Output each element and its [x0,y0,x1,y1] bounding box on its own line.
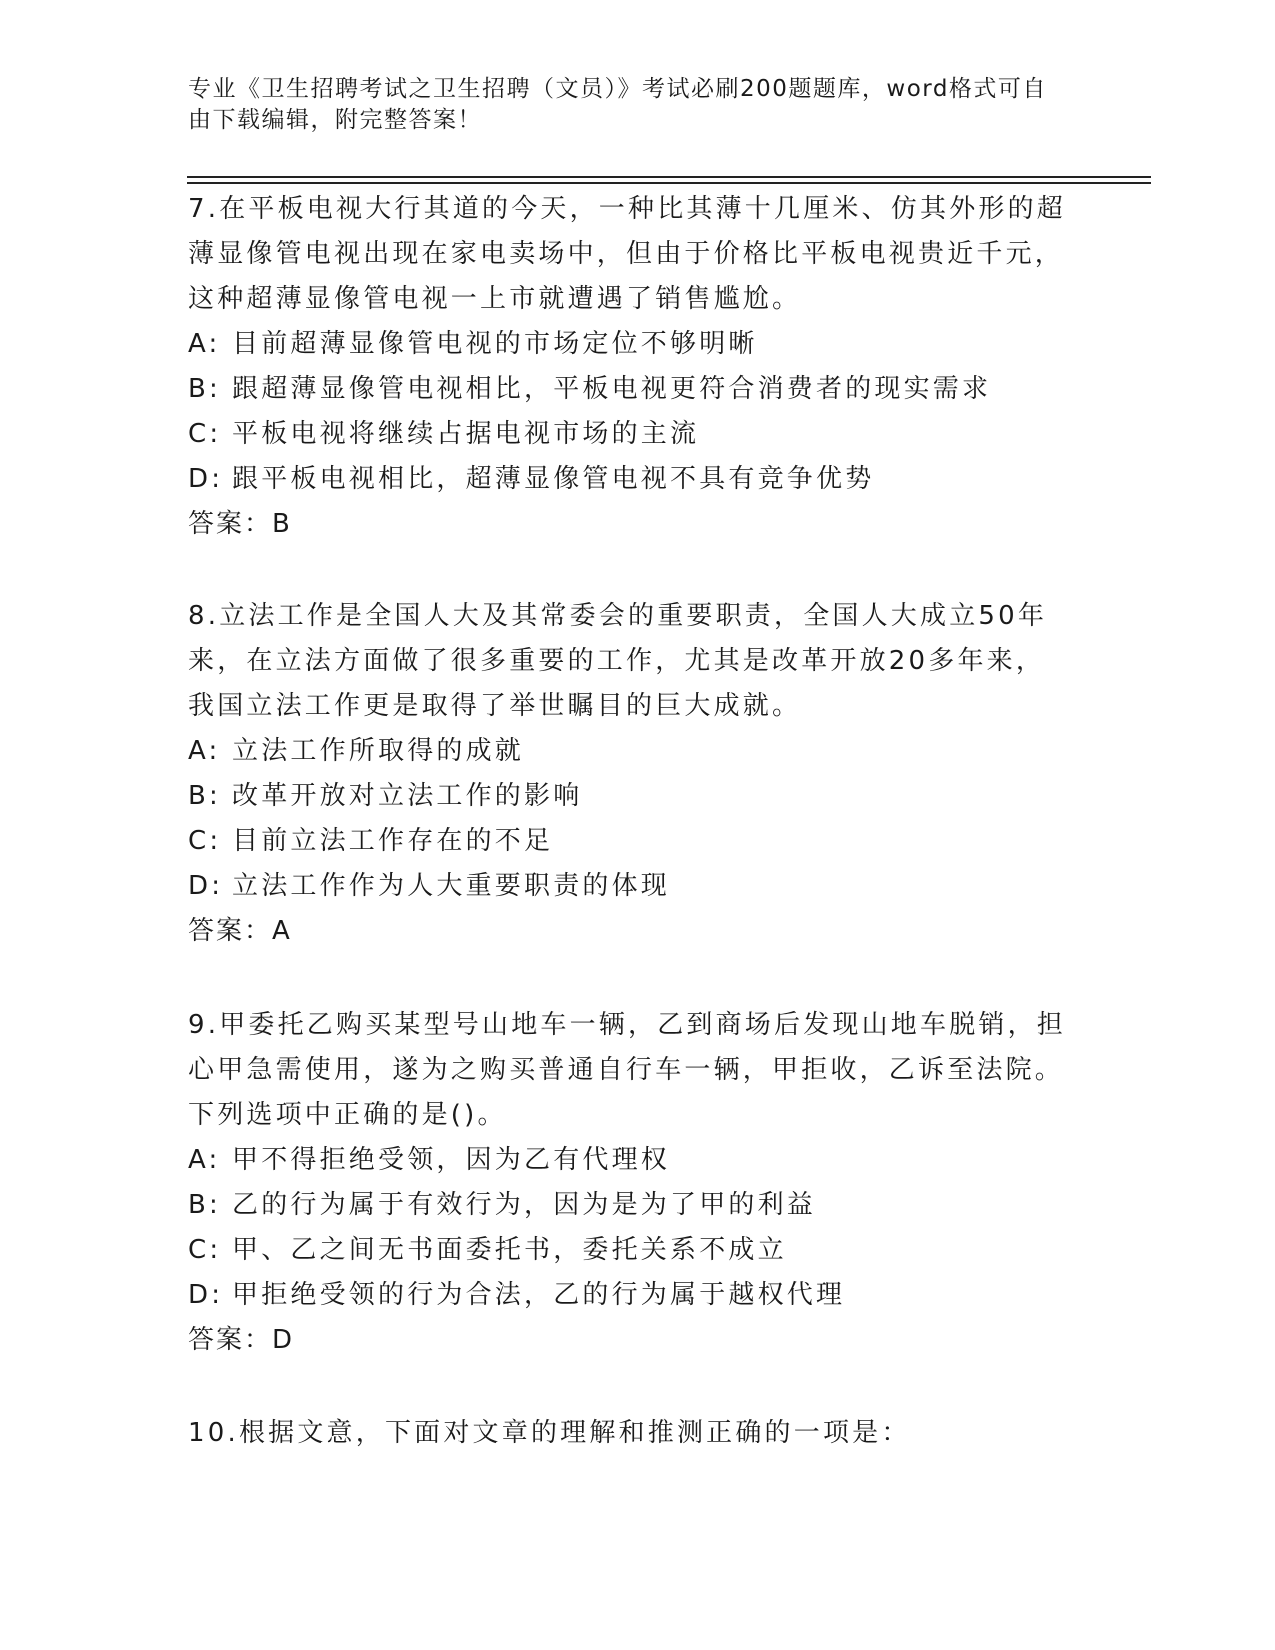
option-text: 立法工作作为人大重要职责的体现 [232,871,671,901]
header-divider-top [187,176,1151,178]
question-8 [188,594,1068,954]
answer: 答案：A [188,916,292,946]
option-text: 甲拒绝受领的行为合法，乙的行为属于越权代理 [232,1280,846,1310]
option-b [188,774,1068,819]
option-text: 立法工作所取得的成就 [232,736,525,766]
answer: 答案：D [188,1325,295,1355]
option-text: 改革开放对立法工作的影响 [232,781,583,811]
option-c [188,412,1068,457]
option-text: 平板电视将继续占据电视市场的主流 [232,419,700,449]
option-a [188,1138,1068,1183]
question-stem: 10.根据文意，下面对文章的理解和推测正确的一项是： [188,1418,911,1448]
option-letter: D: [188,871,224,901]
option-letter: A: [188,1145,221,1175]
option-text: 甲不得拒绝受领，因为乙有代理权 [232,1145,671,1175]
option-b [188,1183,1068,1228]
option-text: 目前立法工作存在的不足 [232,826,554,856]
option-a [188,322,1068,367]
option-d [188,1273,1068,1318]
option-b [188,367,1068,412]
option-d [188,457,1068,502]
option-letter: D: [188,464,224,494]
option-text: 目前超薄显像管电视的市场定位不够明晰 [232,329,758,359]
option-letter: C: [188,826,222,856]
option-c [188,1228,1068,1273]
question-stem: 8.立法工作是全国人大及其常委会的重要职责，全国人大成立50年来，在立法方面做了很多重要的工作，尤其是改革开放20多年来，我国立法工作更是取得了举世瞩目的巨大成就。 [188,601,1048,721]
option-letter: B: [188,374,221,404]
option-c [188,819,1068,864]
option-text: 跟平板电视相比，超薄显像管电视不具有竞争优势 [232,464,875,494]
option-letter: B: [188,781,221,811]
header-divider-bottom [187,182,1151,184]
option-letter: A: [188,329,221,359]
option-letter: C: [188,419,222,449]
option-letter: B: [188,1190,221,1220]
question-7 [188,187,1068,547]
option-text: 乙的行为属于有效行为，因为是为了甲的利益 [232,1190,817,1220]
document-header: 专业《卫生招聘考试之卫生招聘（文员）》考试必刷200题题库，word格式可自由下载编辑，附完整答案！ [188,76,1047,133]
question-9 [188,1003,1068,1363]
option-text: 甲、乙之间无书面委托书，委托关系不成立 [232,1235,787,1265]
question-stem: 9.甲委托乙购买某型号山地车一辆，乙到商场后发现山地车脱销，担心甲急需使用，遂为之购买普通自行车一辆，甲拒收，乙诉至法院。下列选项中正确的是()。 [188,1010,1067,1130]
option-a [188,729,1068,774]
option-letter: D: [188,1280,224,1310]
option-text: 跟超薄显像管电视相比，平板电视更符合消费者的现实需求 [232,374,992,404]
option-letter: C: [188,1235,222,1265]
question-10 [188,1411,1068,1456]
question-stem: 7.在平板电视大行其道的今天，一种比其薄十几厘米、仿其外形的超薄显像管电视出现在家电卖场中，但由于价格比平板电视贵近千元，这种超薄显像管电视一上市就遭遇了销售尴尬。 [188,194,1067,314]
option-d [188,864,1068,909]
answer: 答案：B [188,509,292,539]
option-letter: A: [188,736,221,766]
